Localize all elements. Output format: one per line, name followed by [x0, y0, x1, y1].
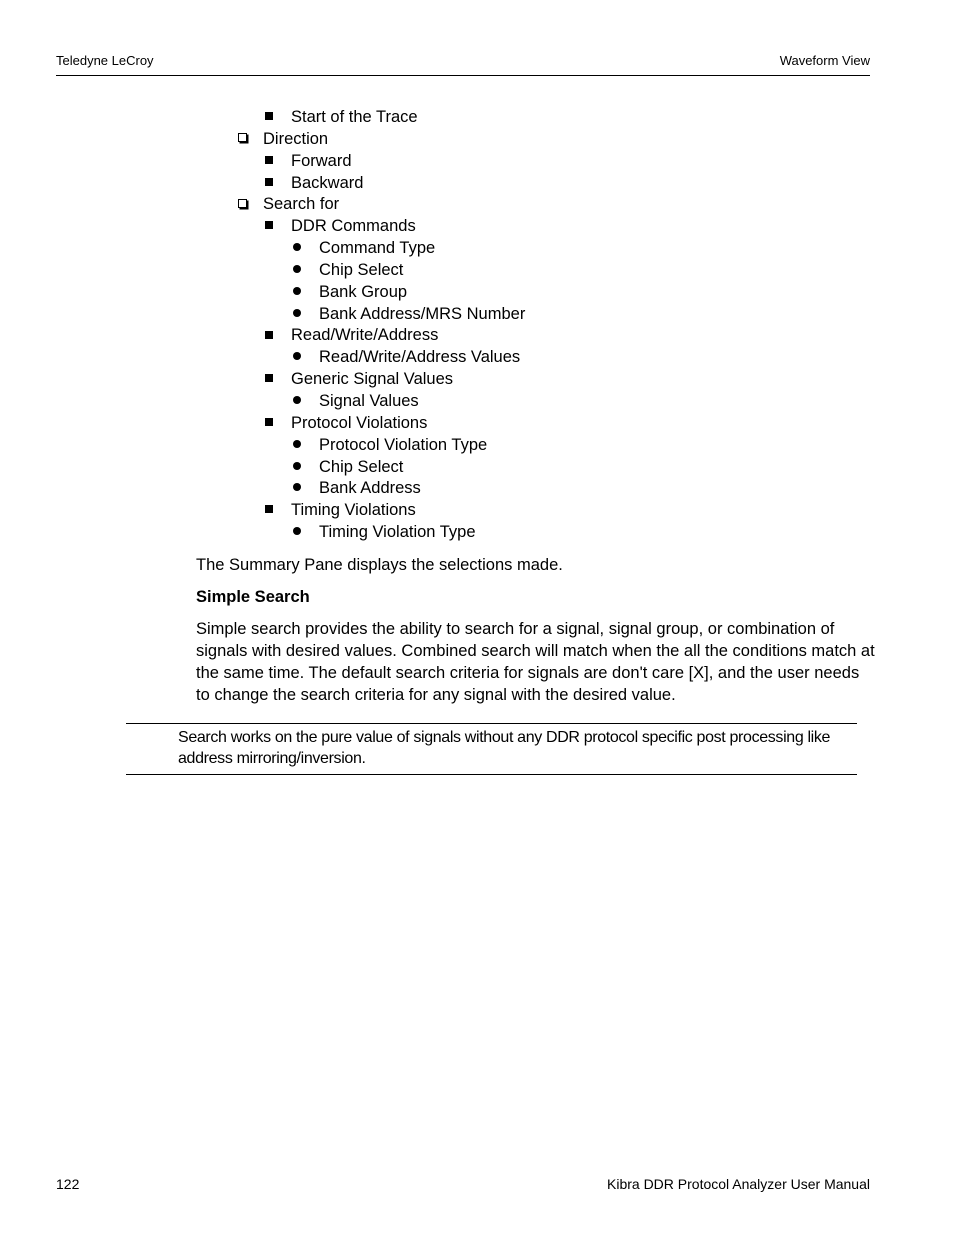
- list-item: [0, 435, 954, 457]
- list-item-text: Timing Violations: [291, 501, 416, 520]
- section-body: Simple search provides the ability to search for a signal, signal group, or combination of signals with desired values. Combined search will match when the all the conditions match at the same time. The default search criteria for signals are don't care [X], and the user needs to change the search criteria for any signal with the desired value.: [196, 620, 875, 704]
- list-item: [0, 500, 954, 522]
- list-item-text: Timing Violation Type: [319, 523, 476, 542]
- dot-bullet-icon: [289, 457, 305, 479]
- footer-manual-title: Kibra DDR Protocol Analyzer User Manual: [607, 1176, 870, 1192]
- list-item: [0, 129, 954, 151]
- page-header: [56, 53, 870, 76]
- section-heading: Simple Search: [196, 588, 310, 606]
- page-footer: [56, 1176, 870, 1196]
- header-company: Teledyne LeCroy: [56, 53, 154, 68]
- dot-bullet-icon: [289, 391, 305, 413]
- list-item-text: Protocol Violation Type: [319, 435, 488, 454]
- dot-bullet-icon: [289, 260, 305, 282]
- filled-square-bullet-icon: [261, 107, 277, 129]
- filled-square-bullet-icon: [261, 325, 277, 347]
- list-item: [0, 478, 954, 500]
- dot-bullet-icon: [289, 522, 305, 544]
- note-text: Search works on the pure value of signals without any DDR protocol specific post processing like address mirroring/inversion.: [178, 729, 831, 767]
- summary-paragraph: The Summary Pane displays the selections made.: [196, 556, 563, 574]
- list-item-text: Bank Address: [319, 479, 421, 498]
- list-item: [0, 194, 954, 216]
- list-item-text: DDR Commands: [291, 217, 416, 236]
- list-item-text: Protocol Violations: [291, 413, 428, 432]
- list-item: [0, 173, 954, 195]
- note-box: [126, 723, 857, 775]
- filled-square-bullet-icon: [261, 216, 277, 238]
- list-item-text: Chip Select: [319, 457, 404, 476]
- list-item-text: Generic Signal Values: [291, 370, 454, 389]
- list-item-text: Read/Write/Address Values: [319, 348, 521, 367]
- filled-square-bullet-icon: [261, 173, 277, 195]
- list-item-text: Bank Group: [319, 282, 408, 301]
- dot-bullet-icon: [289, 304, 305, 326]
- list-item: [0, 522, 954, 544]
- list-item-text: Direction: [263, 129, 329, 148]
- dot-bullet-icon: [289, 282, 305, 304]
- list-item-text: Backward: [291, 173, 364, 192]
- list-item: [0, 107, 954, 129]
- footer-page-number: 122: [56, 1176, 80, 1192]
- list-item: [0, 282, 954, 304]
- search-options-list: [0, 107, 954, 544]
- list-item: [0, 151, 954, 173]
- list-item-text: Start of the Trace: [291, 108, 418, 126]
- open-square-bullet-icon: [234, 129, 250, 151]
- list-item-text: Bank Address/MRS Number: [319, 304, 526, 323]
- filled-square-bullet-icon: [261, 369, 277, 391]
- list-item: [0, 347, 954, 369]
- filled-square-bullet-icon: [261, 151, 277, 173]
- list-item: [0, 304, 954, 326]
- list-item: [0, 325, 954, 347]
- list-item: [0, 369, 954, 391]
- dot-bullet-icon: [289, 347, 305, 369]
- list-item-text: Command Type: [319, 239, 436, 258]
- list-item: [0, 260, 954, 282]
- list-item: [0, 238, 954, 260]
- list-item-text: Forward: [291, 151, 352, 170]
- list-item: [0, 457, 954, 479]
- list-item-text: Chip Select: [319, 260, 404, 279]
- open-square-bullet-icon: [234, 194, 250, 216]
- list-item-text: Search for: [263, 195, 340, 214]
- filled-square-bullet-icon: [261, 413, 277, 435]
- list-item: [0, 391, 954, 413]
- list-item: [0, 413, 954, 435]
- list-item-text: Signal Values: [319, 391, 419, 410]
- header-section-title: Waveform View: [779, 53, 870, 68]
- dot-bullet-icon: [289, 238, 305, 260]
- list-item-text: Read/Write/Address: [291, 326, 439, 345]
- dot-bullet-icon: [289, 435, 305, 457]
- filled-square-bullet-icon: [261, 500, 277, 522]
- list-item: [0, 216, 954, 238]
- dot-bullet-icon: [289, 478, 305, 500]
